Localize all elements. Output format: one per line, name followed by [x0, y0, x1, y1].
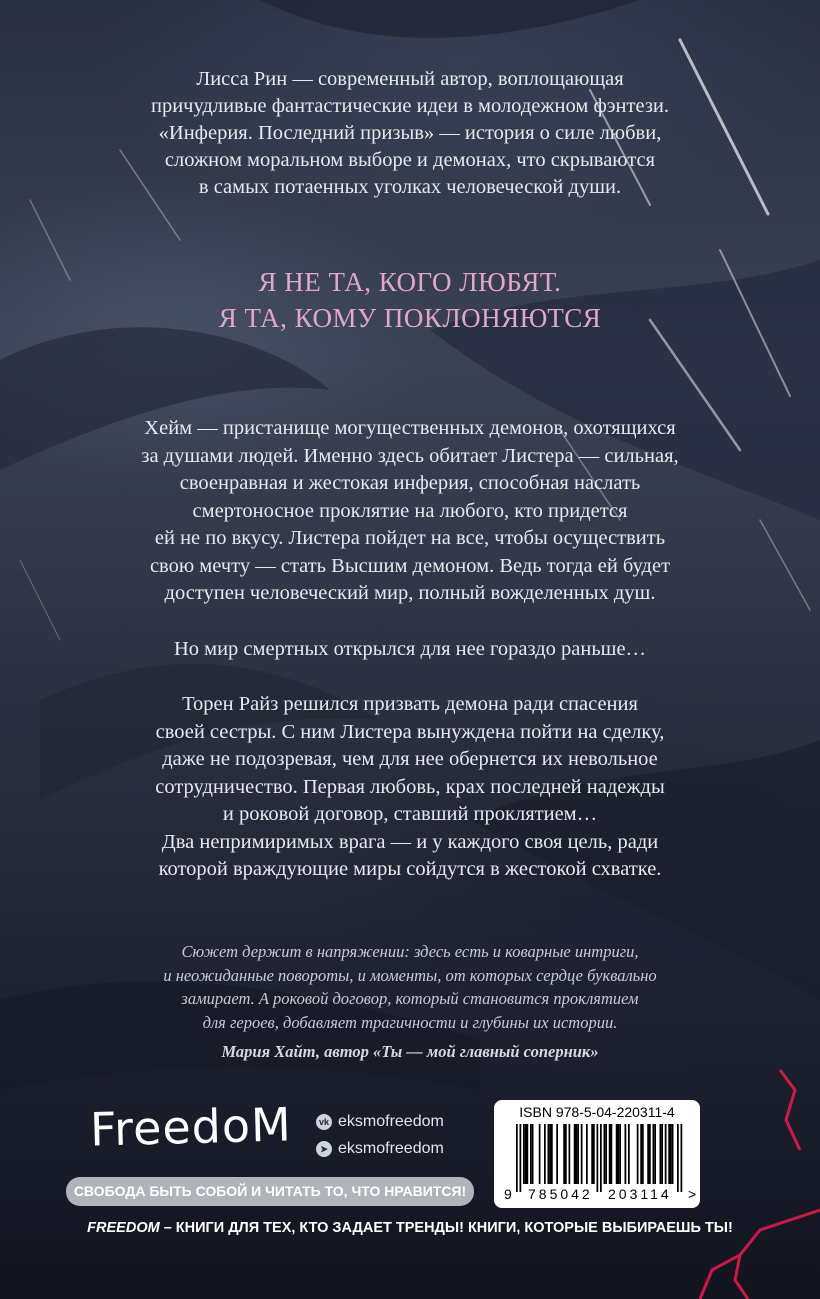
barcode-bar	[649, 1124, 651, 1184]
barcode-bar	[586, 1124, 588, 1184]
barcode-bar	[523, 1124, 525, 1184]
blurb-paragraph	[0, 415, 820, 608]
barcode-bar	[539, 1124, 541, 1184]
barcode-bar	[661, 1124, 663, 1184]
barcode-bar	[549, 1124, 551, 1184]
barcode-bar	[516, 1124, 518, 1192]
vk-link[interactable]	[316, 1113, 444, 1131]
footer-text: – КНИГИ ДЛЯ ТЕХ, КТО ЗАДАЕТ ТРЕНДЫ! КНИГИ, КОТОРЫЕ ВЫБИРАЕШЬ ТЫ!	[159, 1220, 733, 1236]
blurb-line: Хейм — пристанище могущественных демонов, охотящихся	[144, 417, 676, 439]
barcode-bar	[619, 1124, 621, 1184]
barcode-bar	[625, 1124, 627, 1184]
blurb-line: свою мечту — стать Высшим демоном. Ведь тогда ей будет	[149, 554, 671, 577]
barcode-bar	[609, 1124, 611, 1184]
barcode-bar	[668, 1124, 670, 1184]
barcode-bar	[530, 1124, 532, 1184]
footer-slogan	[0, 1220, 820, 1236]
barcode-bar	[544, 1124, 546, 1184]
blurb-paragraph	[0, 636, 820, 664]
review-line: Сюжет держит в напряжении: здесь есть и коварные интриги,	[181, 942, 639, 961]
tagline-line: Я НЕ ТА, КОГО ЛЮБЯТ.	[258, 267, 562, 297]
blurb-line: смертоносное проклятие на любого, кто придется	[192, 499, 628, 522]
blurb-line: за душами людей. Именно здесь обитает Листера — сильная,	[141, 444, 679, 467]
isbn-digit-end: >	[688, 1186, 697, 1202]
barcode-bar	[637, 1124, 639, 1184]
barcode-bar	[520, 1124, 522, 1192]
barcode-bar	[672, 1124, 674, 1184]
barcode-bar	[640, 1124, 642, 1184]
barcode-bar	[548, 1124, 550, 1184]
barcode-bar	[618, 1124, 620, 1184]
blurb-line: которой враждующие миры сойдутся в жестокой схватке.	[158, 858, 662, 880]
review-line: замирает. А роковой договор, который становится проклятием	[181, 989, 639, 1008]
barcode-bar	[604, 1124, 606, 1184]
blurb-line: доступен человеческий мир, полный вожделенных душ.	[164, 582, 656, 604]
barcode-bar	[600, 1124, 602, 1192]
barcode-bar	[532, 1124, 534, 1184]
blurb-line: Два непримиримых врага — и у каждого своя цель, ради	[161, 830, 659, 853]
blurb-line: ей не по вкусу. Листера пойдет на все, чтобы осуществить	[154, 527, 666, 549]
review-attribution: Мария Хайт, автор «Ты — мой главный соперник»	[221, 1042, 599, 1061]
barcode-bar	[525, 1124, 527, 1184]
blurb-paragraph	[0, 691, 820, 884]
blurb-line: Но мир смертных открылся для нее гораздо раньше…	[173, 637, 647, 660]
barcode-bar	[681, 1124, 683, 1192]
barcode-bar	[593, 1124, 595, 1184]
barcode-bar	[527, 1124, 529, 1184]
barcode-bar	[569, 1124, 571, 1184]
isbn-label: ISBN 978-5-04-220311-4	[519, 1104, 675, 1120]
author-bio-line: «Инферия. Последний призыв» — история о силе любви,	[158, 122, 662, 144]
barcode-bar	[597, 1124, 599, 1192]
vk-handle: eksmofreedom	[338, 1113, 444, 1130]
barcode-bar	[577, 1124, 579, 1184]
barcode-bar	[642, 1124, 644, 1184]
blurb-line: своей сестры. С ним Листера вынуждена пойти на сделку,	[155, 720, 665, 743]
blurb-line: даже не подозревая, чем для нее обернется их невольное	[162, 748, 658, 770]
review-quote	[0, 940, 820, 1064]
barcode-bar	[576, 1124, 578, 1184]
barcode-bar	[647, 1124, 649, 1184]
barcode-bar	[556, 1124, 558, 1184]
telegram-handle: eksmofreedom	[338, 1140, 444, 1157]
barcode-bar	[563, 1124, 565, 1184]
barcode-bar	[660, 1124, 662, 1184]
footer-brand: FREEDOM	[87, 1220, 160, 1236]
slogan-banner: СВОБОДА БЫТЬ СОБОЙ И ЧИТАТЬ ТО, ЧТО НРАВИТСЯ!	[66, 1177, 474, 1206]
freedom-logo: FreedoM	[89, 1097, 293, 1157]
author-bio-line: сложном моральном выборе и демонах, что скрываются	[164, 149, 656, 171]
author-bio-line: причудливые фантастические идеи в молодежном фэнтези.	[150, 95, 670, 117]
barcode-bar	[551, 1124, 553, 1184]
review-line: для героев, добавляет трагичности и глубины их истории.	[202, 1012, 618, 1032]
barcode-bar	[665, 1124, 667, 1184]
barcode-bar	[605, 1124, 607, 1184]
barcode-bar	[677, 1124, 679, 1192]
barcode-bar	[581, 1124, 583, 1184]
author-bio-line: Лисса Рин — современный автор, воплощающая	[196, 68, 624, 90]
vk-icon: vk	[316, 1114, 332, 1130]
blurb-line: сотрудничество. Первая любовь, крах последней надежды	[155, 775, 665, 798]
isbn-digit-lead: 9	[504, 1186, 512, 1202]
barcode-bar	[574, 1124, 576, 1184]
telegram-link[interactable]	[316, 1140, 444, 1158]
tagline-line: Я ТА, КОМУ ПОКЛОНЯЮТСЯ	[218, 303, 602, 333]
blurb-line: и роковой договор, ставший проклятием…	[222, 803, 598, 825]
author-bio-line: в самых потаенных уголках человеческой души.	[198, 176, 622, 198]
isbn-digits-left: 785042	[528, 1186, 593, 1202]
isbn-digits-right: 203114	[608, 1186, 672, 1202]
barcode-bar	[591, 1124, 593, 1184]
barcode-bar	[611, 1124, 613, 1184]
blurb-line: своенравная и жестокая инферия, способная наслать	[179, 472, 641, 494]
isbn-barcode-box	[494, 1100, 700, 1208]
barcode-bar	[565, 1124, 567, 1184]
barcode-bar	[653, 1124, 655, 1184]
tagline	[0, 264, 820, 336]
book-blurb	[0, 415, 820, 912]
barcode-bar	[628, 1124, 630, 1184]
telegram-icon: ➤	[316, 1141, 332, 1157]
barcode-bar	[616, 1124, 618, 1184]
author-bio	[0, 66, 820, 201]
review-line: и неожиданные повороты, и моменты, от которых сердце буквально	[163, 965, 657, 985]
barcode-bar	[670, 1124, 672, 1184]
blurb-line: Торен Райз решился призвать демона ради спасения	[182, 693, 638, 715]
barcode-bar	[654, 1124, 656, 1184]
